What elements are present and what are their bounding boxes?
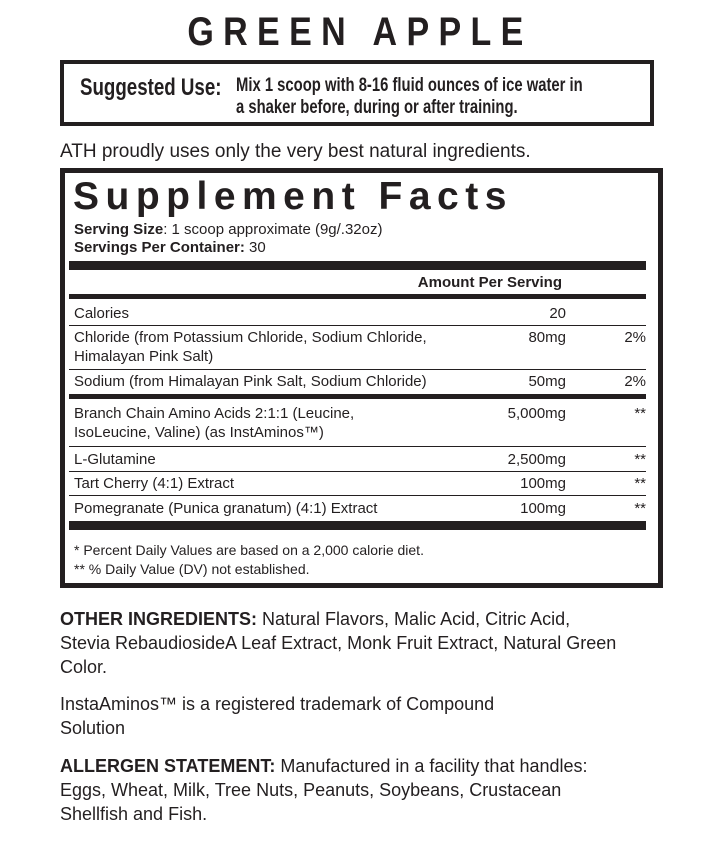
row-name: Chloride (from Potassium Chloride, Sodium Chloride, Himalayan Pink Salt) xyxy=(74,329,427,365)
row-dv: ** xyxy=(634,500,646,517)
row-dv: ** xyxy=(634,451,646,468)
row-name: Branch Chain Amino Acids 2:1:1 (Leucine, IsoLeucine, Valine) (as InstAminos™) xyxy=(74,405,355,441)
row-divider xyxy=(69,446,646,447)
row-name: L-Glutamine xyxy=(74,451,156,468)
row-dv: 2% xyxy=(624,329,646,346)
row-amount: 100mg xyxy=(520,475,566,492)
row-divider xyxy=(69,325,646,326)
servings-per-container: Servings Per Container: 30 xyxy=(74,239,266,256)
footnote-dv: * Percent Daily Values are based on a 2,000 calorie diet. xyxy=(74,542,424,558)
row-amount: 2,500mg xyxy=(507,451,566,468)
ath-statement: ATH proudly uses only the very best natural ingredients. xyxy=(60,141,531,162)
amount-per-serving-header: Amount Per Serving xyxy=(417,274,562,291)
row-amount: 20 xyxy=(549,305,566,322)
flavor-title: GREEN APPLE xyxy=(187,10,533,54)
row-dv: ** xyxy=(634,475,646,492)
row-amount: 80mg xyxy=(528,329,566,346)
row-name: Calories xyxy=(74,305,130,322)
row-amount: 5,000mg xyxy=(507,405,566,422)
allergen-label: ALLERGEN STATEMENT: xyxy=(60,756,276,776)
row-divider xyxy=(69,495,646,496)
row-divider xyxy=(69,369,646,370)
allergen-text: Manufactured in a facility that handles: Eggs, Wheat, Milk, Tree Nuts, Peanuts, Soybeans, Crustacean Shellfish and Fish. xyxy=(60,756,588,824)
medium-rule xyxy=(69,294,646,299)
allergen-statement xyxy=(60,754,590,826)
row-dv: 2% xyxy=(624,373,646,390)
serving-size: Serving Size: 1 scoop approximate (9g/.32oz) xyxy=(74,221,383,238)
supplement-facts-panel xyxy=(60,168,663,588)
other-ingredients xyxy=(60,607,620,679)
thick-rule xyxy=(69,261,646,270)
suggested-use-text: Mix 1 scoop with 8-16 fluid ounces of ice water in a shaker before, during or after training. xyxy=(236,75,583,118)
row-name: Sodium (from Himalayan Pink Salt, Sodium Chloride) xyxy=(74,373,427,390)
thick-rule xyxy=(69,521,646,530)
facts-title: Supplement Facts xyxy=(73,175,513,218)
trademark-statement: InstaAminos™ is a registered trademark of Compound Solution xyxy=(60,694,495,738)
row-amount: 50mg xyxy=(528,373,566,390)
suggested-use-label: Suggested Use: xyxy=(80,74,222,101)
medium-rule xyxy=(69,394,646,399)
row-amount: 100mg xyxy=(520,500,566,517)
other-ingredients-text: Natural Flavors, Malic Acid, Citric Acid, Stevia RebaudiosideA Leaf Extract, Monk Fruit Extract, Natural Green Color. xyxy=(60,609,617,677)
row-dv: ** xyxy=(634,405,646,422)
suggested-use-box xyxy=(60,60,654,126)
row-divider xyxy=(69,471,646,472)
row-name: Pomegranate (Punica granatum) (4:1) Extract xyxy=(74,500,378,517)
row-name: Tart Cherry (4:1) Extract xyxy=(74,475,235,492)
serving-info xyxy=(74,221,383,257)
other-ingredients-label: OTHER INGREDIENTS: xyxy=(60,609,258,629)
footnote-not-established: ** % Daily Value (DV) not established. xyxy=(74,561,310,577)
